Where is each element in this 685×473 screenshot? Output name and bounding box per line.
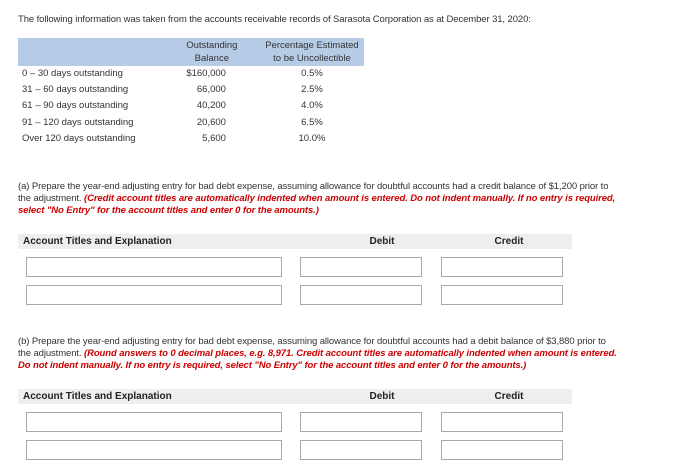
part-a-entry-header (18, 234, 572, 249)
part-b-entry-header (18, 389, 572, 404)
aging-row-label: 31 – 60 days outstanding (22, 84, 129, 96)
aging-header-pct-line2: to be Uncollectible (273, 53, 351, 64)
part-a-entry-row-1 (18, 257, 572, 277)
aging-row-balance: 5,600 (202, 132, 226, 144)
aging-row (18, 115, 364, 131)
aging-header-balance (164, 38, 260, 66)
part-b-row2-account-input[interactable] (26, 440, 282, 460)
col-account-header: Account Titles and Explanation (23, 236, 172, 247)
part-a-entry-row-2 (18, 285, 572, 305)
part-b-entry-row-1 (18, 412, 572, 432)
aging-header-row (18, 38, 364, 66)
aging-row-balance: $160,000 (186, 68, 226, 79)
col-debit-header: Debit (369, 391, 395, 402)
aging-row (18, 131, 364, 147)
aging-row-pct: 4.0% (301, 100, 323, 112)
aging-row (18, 98, 364, 114)
aging-header-balance-line1: Outstanding (186, 40, 238, 51)
col-account-header: Account Titles and Explanation (23, 391, 172, 402)
aging-row-balance: 20,600 (196, 116, 226, 128)
part-b-text: (b) Prepare the year-end adjusting entry for bad debt expense, assuming allowance for doubtful accounts had a debit balance of $3,880 prior to the adjustment. (18, 336, 606, 360)
aging-row-label: 61 – 90 days outstanding (22, 100, 129, 112)
aging-row-label: 0 – 30 days outstanding (22, 68, 123, 79)
part-a-row1-account-input[interactable] (26, 257, 282, 277)
part-b-row1-debit-input[interactable] (300, 412, 422, 432)
part-a-row1-credit-input[interactable] (441, 257, 563, 277)
aging-row-balance: 66,000 (196, 84, 226, 96)
part-a-row2-debit-input[interactable] (300, 285, 422, 305)
part-b-entry-row-2 (18, 440, 572, 460)
aging-row-pct: 0.5% (301, 68, 323, 79)
part-a-row2-account-input[interactable] (26, 285, 282, 305)
part-a-text: (a) Prepare the year-end adjusting entry for bad debt expense, assuming allowance for doubtful accounts had a credit balance of $1,200 prior to the adjustment. (18, 181, 609, 205)
aging-row-pct: 2.5% (301, 84, 323, 96)
part-b-row1-credit-input[interactable] (441, 412, 563, 432)
aging-row-label: 91 – 120 days outstanding (22, 116, 134, 128)
aging-header-pct (260, 38, 364, 66)
aging-row-label: Over 120 days outstanding (22, 132, 136, 144)
aging-row (18, 66, 364, 82)
intro-text: The following information was taken from the accounts receivable records of Sarasota Corporation as at December 31, 2020: (18, 14, 531, 25)
col-debit-header: Debit (369, 236, 395, 247)
part-b-question (18, 336, 618, 373)
part-b-row2-debit-input[interactable] (300, 440, 422, 460)
aging-table (18, 38, 364, 147)
part-b-note: (Round answers to 0 decimal places, e.g. 8,971. Credit account titles are automatically indented when amount is entered. Do not indent manually. If no entry is required, select "No Entry" for the account titles and enter 0 for the amounts.) (18, 348, 617, 372)
aging-row-balance: 40,200 (196, 100, 226, 112)
part-b-row1-account-input[interactable] (26, 412, 282, 432)
part-a-note: (Credit account titles are automatically indented when amount is entered. Do not indent manually. If no entry is required, select "No Entry" for the account titles and enter 0 for the amounts.) (18, 193, 616, 217)
aging-row (18, 82, 364, 98)
part-a-entry-table (18, 234, 572, 305)
part-b-entry-table (18, 389, 572, 460)
aging-row-pct: 10.0% (298, 132, 326, 144)
aging-row-pct: 6.5% (301, 116, 323, 128)
part-a-question (18, 181, 618, 218)
part-b-row2-credit-input[interactable] (441, 440, 563, 460)
aging-header-balance-line2: Balance (194, 53, 229, 64)
part-a-row1-debit-input[interactable] (300, 257, 422, 277)
aging-header-pct-line1: Percentage Estimated (265, 40, 359, 51)
col-credit-header: Credit (494, 236, 524, 247)
part-a-row2-credit-input[interactable] (441, 285, 563, 305)
col-credit-header: Credit (494, 391, 524, 402)
aging-header-blank (18, 38, 164, 66)
